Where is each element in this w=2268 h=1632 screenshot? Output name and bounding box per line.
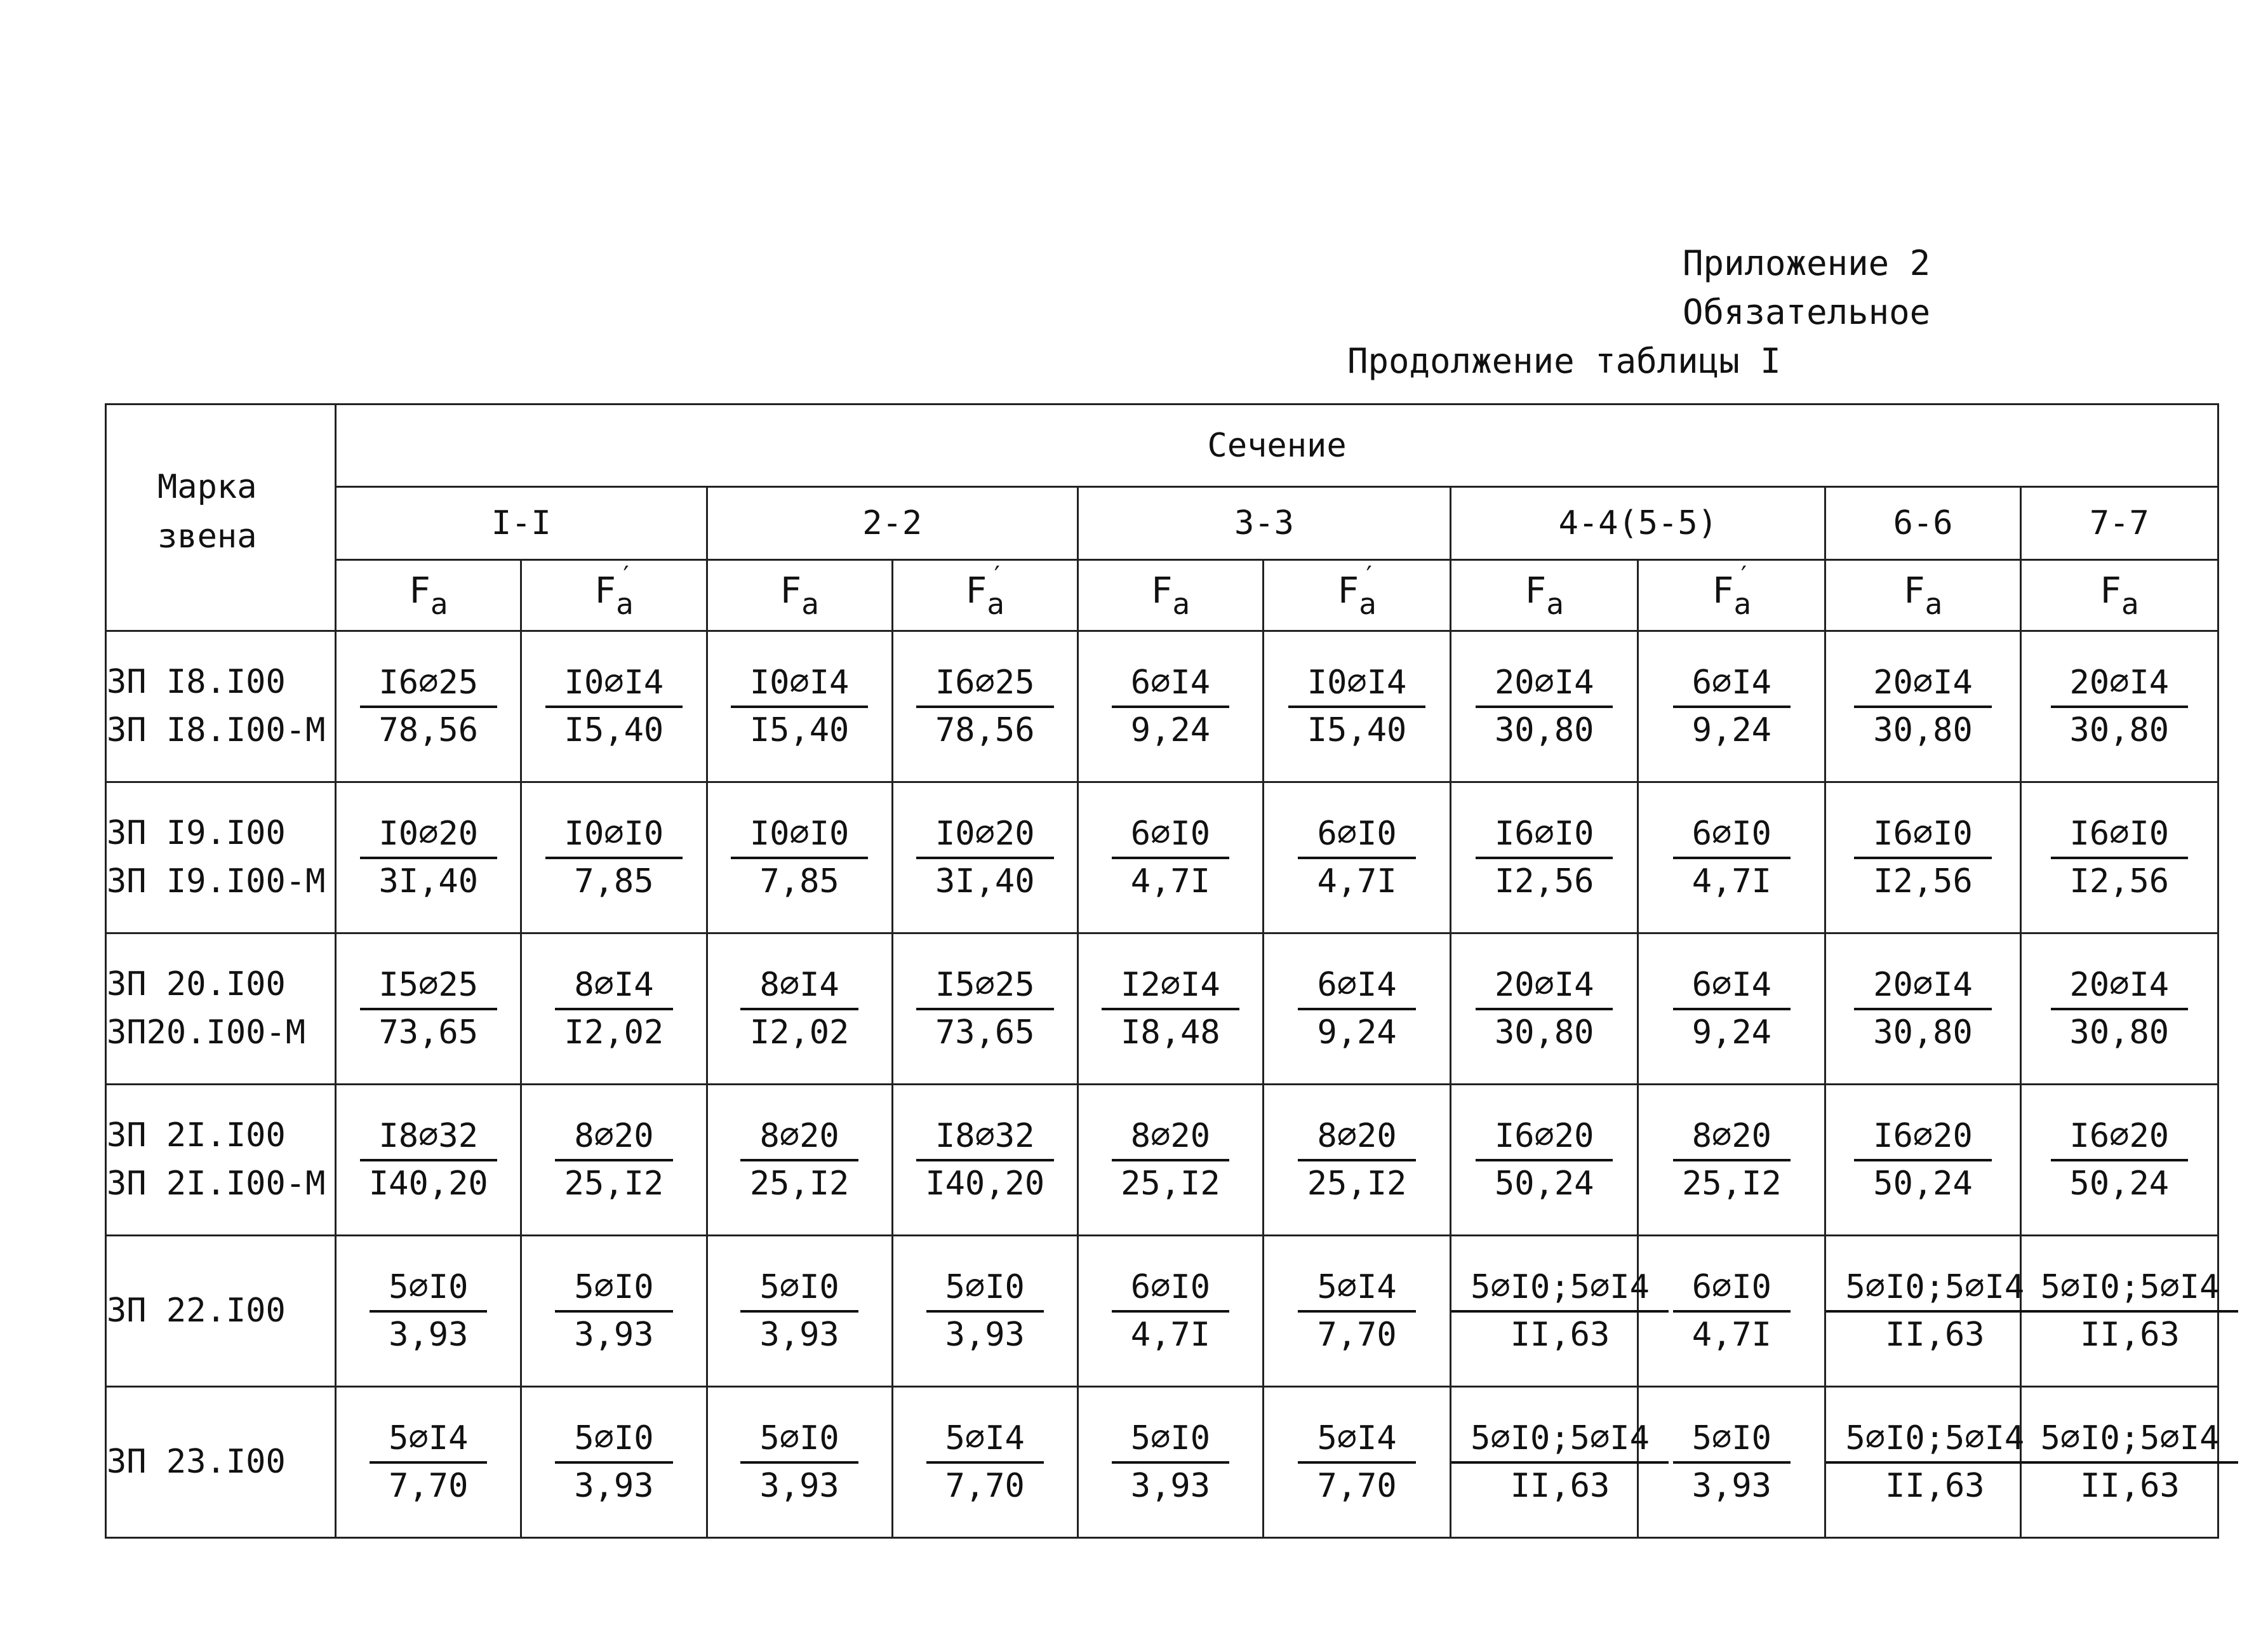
area-value: II,63 — [1510, 1466, 1610, 1505]
reinforcement-fraction — [1826, 1265, 2043, 1356]
area-value: 25,I2 — [1121, 1164, 1220, 1203]
bar-spec: I6⌀25 — [916, 660, 1054, 707]
reinforcement-fraction — [555, 963, 672, 1054]
mark-label: ЗП 2I.I00-М — [107, 1164, 326, 1203]
area-value: 50,24 — [2069, 1164, 2170, 1203]
reinforcement-fraction — [1112, 1265, 1229, 1356]
area-value: 30,80 — [1494, 1013, 1594, 1052]
bar-spec: 20⌀I4 — [2051, 660, 2189, 707]
reinforcement-fraction — [1673, 660, 1791, 752]
reinforcement-fraction — [2051, 660, 2189, 752]
group-header-4-4: 4-4(5-5) — [1451, 487, 1825, 560]
table-row — [106, 782, 2218, 933]
reinforcement-fraction — [370, 1416, 487, 1508]
reinforcement-cell — [707, 1387, 892, 1538]
reinforcement-cell — [892, 933, 1077, 1085]
mark-header-line-2: звена — [157, 518, 257, 556]
section-header: Сечение — [336, 405, 2218, 487]
table-row — [106, 1085, 2218, 1236]
bar-spec: I5⌀25 — [360, 963, 498, 1010]
reinforcement-cell — [2020, 631, 2218, 782]
reinforcement-fraction — [2022, 1416, 2239, 1508]
reinforcement-cell — [336, 631, 521, 782]
subheader-cell: $F_a$ — [1825, 560, 2020, 631]
reinforcement-cell — [521, 1085, 707, 1236]
bar-spec: 6⌀I4 — [1298, 963, 1415, 1010]
reinforcement-cell — [707, 631, 892, 782]
appendix-label: Приложение 2 — [1683, 243, 1931, 283]
reinforcement-fraction — [1476, 812, 1613, 903]
bar-spec: 6⌀I0 — [1298, 812, 1415, 859]
mark-label: ЗП I8.I00-М — [107, 711, 326, 749]
reinforcement-cell — [707, 933, 892, 1085]
reinforcement-cell — [2020, 782, 2218, 933]
bar-spec: 5⌀I0 — [1673, 1416, 1791, 1463]
area-value: 25,I2 — [1682, 1164, 1782, 1203]
area-value: 9,24 — [1691, 1013, 1771, 1052]
reinforcement-fraction — [1854, 812, 1992, 903]
subheader-cell: F ′ $_a$ — [521, 560, 707, 631]
area-value: I5,40 — [749, 711, 850, 749]
bar-spec: 5⌀I0 — [740, 1416, 858, 1463]
reinforcement-cell — [2020, 933, 2218, 1085]
reinforcement-cell — [336, 933, 521, 1085]
area-value: I5,40 — [1307, 711, 1407, 749]
reinforcement-cell — [892, 782, 1077, 933]
area-value: I2,56 — [1494, 862, 1594, 900]
bar-spec: I0⌀I0 — [731, 812, 869, 859]
area-value: 3,93 — [1130, 1466, 1211, 1505]
area-value: 50,24 — [1873, 1164, 1973, 1203]
bar-spec: 8⌀I4 — [740, 963, 858, 1010]
reinforcement-cell — [1263, 1236, 1450, 1387]
area-value: 25,I2 — [749, 1164, 850, 1203]
mark-cell — [106, 1387, 336, 1538]
reinforcement-cell — [707, 782, 892, 933]
reinforcement-cell — [521, 1236, 707, 1387]
area-value: I8,48 — [1121, 1013, 1220, 1052]
reinforcement-fraction — [1854, 963, 1992, 1054]
reinforcement-fraction — [740, 963, 858, 1054]
reinforcement-fraction — [1673, 1265, 1791, 1356]
reinforcement-cell — [1077, 1085, 1263, 1236]
area-value: 7,85 — [574, 862, 654, 900]
bar-spec: 5⌀I0 — [370, 1265, 487, 1312]
bar-spec: I6⌀20 — [1854, 1114, 1992, 1161]
group-header-7-7: 7-7 — [2020, 487, 2218, 560]
reinforcement-fraction — [555, 1416, 672, 1508]
mark-label: ЗП 2I.I00 — [107, 1116, 286, 1155]
area-value: 78,56 — [935, 711, 1035, 749]
reinforcement-cell — [1638, 933, 1825, 1085]
bar-spec: 5⌀I0 — [1112, 1416, 1229, 1463]
reinforcement-cell — [336, 1085, 521, 1236]
reinforcement-fraction — [1673, 812, 1791, 903]
reinforcement-cell — [1825, 782, 2020, 933]
bar-spec: 5⌀I0 — [926, 1265, 1044, 1312]
bar-spec: 8⌀I4 — [555, 963, 672, 1010]
reinforcement-fraction — [555, 1265, 672, 1356]
reinforcement-cell — [1263, 631, 1450, 782]
subheader-cell: $F_a$ — [1451, 560, 1638, 631]
mark-label: ЗП 22.I00 — [107, 1291, 286, 1330]
mark-label: ЗП 20.I00 — [107, 965, 286, 1004]
bar-spec: I0⌀20 — [916, 812, 1054, 859]
reinforcement-fraction — [2051, 1114, 2189, 1205]
bar-spec: I0⌀I0 — [545, 812, 683, 859]
reinforcement-cell — [521, 631, 707, 782]
mandatory-label: Обязательное — [1683, 292, 1931, 332]
reinforcement-cell — [521, 1387, 707, 1538]
reinforcement-cell — [521, 782, 707, 933]
bar-spec: I6⌀20 — [1476, 1114, 1613, 1161]
reinforcement-cell — [1638, 631, 1825, 782]
bar-spec: 8⌀20 — [740, 1114, 858, 1161]
bar-spec: I0⌀I4 — [545, 660, 683, 707]
area-value: 4,7I — [1130, 1315, 1211, 1354]
area-value: II,63 — [1885, 1315, 1985, 1354]
reinforcement-fraction — [731, 812, 869, 903]
area-value: 3,93 — [389, 1315, 469, 1354]
area-value: I2,56 — [2069, 862, 2170, 900]
reinforcement-fraction — [926, 1416, 1044, 1508]
reinforcement-fraction — [926, 1265, 1044, 1356]
reinforcement-cell — [892, 1387, 1077, 1538]
bar-spec: 5⌀I0;5⌀I4 — [2022, 1265, 2239, 1312]
reinforcement-fraction — [2051, 963, 2189, 1054]
subheader-cell: $F_a$ — [707, 560, 892, 631]
reinforcement-cell — [1077, 933, 1263, 1085]
reinforcement-cell — [1638, 782, 1825, 933]
reinforcement-fraction — [1476, 660, 1613, 752]
reinforcement-fraction — [740, 1114, 858, 1205]
reinforcement-cell — [1638, 1085, 1825, 1236]
reinforcement-cell — [1263, 1085, 1450, 1236]
reinforcement-fraction — [916, 812, 1054, 903]
area-value: 4,7I — [1691, 1315, 1771, 1354]
bar-spec: 20⌀I4 — [1476, 963, 1613, 1010]
reinforcement-fraction — [916, 660, 1054, 752]
bar-spec: 5⌀I0 — [555, 1265, 672, 1312]
group-header-1-1: I-I — [336, 487, 707, 560]
reinforcement-fraction — [545, 660, 683, 752]
area-value: I2,02 — [749, 1013, 850, 1052]
mark-cell — [106, 631, 336, 782]
reinforcement-fraction — [740, 1416, 858, 1508]
mark-header-line-1: Марка — [157, 468, 257, 506]
reinforcement-fraction — [1112, 1416, 1229, 1508]
area-value: II,63 — [1510, 1315, 1610, 1354]
mark-cell — [106, 1236, 336, 1387]
bar-spec: 8⌀20 — [1298, 1114, 1415, 1161]
group-header-3-3: 3-3 — [1077, 487, 1450, 560]
bar-spec: 5⌀I4 — [370, 1416, 487, 1463]
mark-label: ЗП I8.I00 — [107, 663, 286, 702]
bar-spec: 5⌀I0;5⌀I4 — [1451, 1265, 1669, 1312]
reinforcement-cell — [336, 1236, 521, 1387]
reinforcement-fraction — [1451, 1265, 1669, 1356]
bar-spec: 5⌀I0;5⌀I4 — [1826, 1416, 2043, 1463]
bar-spec: 5⌀I0;5⌀I4 — [1451, 1416, 1669, 1463]
area-value: I2,02 — [564, 1013, 664, 1052]
table-row — [106, 1236, 2218, 1387]
bar-spec: I6⌀20 — [2051, 1114, 2189, 1161]
bar-spec: 5⌀I0 — [555, 1416, 672, 1463]
area-value: 3,93 — [759, 1315, 839, 1354]
reinforcement-fraction — [1298, 812, 1415, 903]
area-value: 30,80 — [1873, 711, 1973, 749]
reinforcement-cell — [1263, 782, 1450, 933]
bar-spec: 5⌀I0 — [740, 1265, 858, 1312]
area-value: 30,80 — [2069, 1013, 2170, 1052]
reinforcement-cell — [2020, 1085, 2218, 1236]
reinforcement-fraction — [731, 660, 869, 752]
area-value: 3,93 — [945, 1315, 1025, 1354]
subheader-cell: F ′ $_a$ — [1638, 560, 1825, 631]
area-value: 9,24 — [1130, 711, 1211, 749]
reinforcement-fraction — [1298, 1265, 1415, 1356]
area-value: 9,24 — [1317, 1013, 1397, 1052]
reinforcement-cell — [1825, 1236, 2025, 1387]
reinforcement-cell — [892, 1236, 1077, 1387]
reinforcement-fraction — [1673, 1416, 1791, 1508]
reinforcement-cell — [1825, 933, 2020, 1085]
reinforcement-fraction — [360, 812, 498, 903]
reinforcement-cell — [1077, 782, 1263, 933]
reinforcement-fraction — [1451, 1416, 1669, 1508]
area-value: 7,70 — [1317, 1466, 1397, 1505]
reinforcement-fraction — [2022, 1265, 2239, 1356]
area-value: 7,70 — [945, 1466, 1025, 1505]
group-header-6-6: 6-6 — [1825, 487, 2020, 560]
subheader-cell: F ′ $_a$ — [892, 560, 1077, 631]
table-row — [106, 631, 2218, 782]
bar-spec: I6⌀I0 — [1854, 812, 1992, 859]
bar-spec: I6⌀25 — [360, 660, 498, 707]
area-value: 3,93 — [759, 1466, 839, 1505]
reinforcement-fraction — [545, 812, 683, 903]
area-value: 4,7I — [1317, 862, 1397, 900]
reinforcement-cell — [1825, 1387, 2025, 1538]
reinforcement-fraction — [1298, 1114, 1415, 1205]
reinforcement-fraction — [916, 963, 1054, 1054]
bar-spec: 5⌀I0;5⌀I4 — [2022, 1416, 2239, 1463]
area-value: I2,56 — [1873, 862, 1973, 900]
mark-label: ЗП I9.I00-М — [107, 862, 326, 900]
area-value: I40,20 — [925, 1164, 1045, 1203]
area-value: 3,93 — [574, 1315, 654, 1354]
table-row — [106, 1387, 2218, 1538]
bar-spec: 6⌀I4 — [1673, 963, 1791, 1010]
reinforcement-cell — [1451, 782, 1638, 933]
area-value: 7,70 — [389, 1466, 469, 1505]
reinforcement-cell — [521, 933, 707, 1085]
table-row — [106, 933, 2218, 1085]
reinforcement-fraction — [370, 1265, 487, 1356]
area-value: 30,80 — [2069, 711, 2170, 749]
area-value: 73,65 — [378, 1013, 479, 1052]
reinforcement-cell — [707, 1085, 892, 1236]
area-value: 30,80 — [1873, 1013, 1973, 1052]
reinforcement-cell — [1077, 1387, 1263, 1538]
area-value: 50,24 — [1494, 1164, 1594, 1203]
reinforcement-fraction — [360, 963, 498, 1054]
bar-spec: 6⌀I0 — [1673, 812, 1791, 859]
reinforcement-cell — [1451, 1236, 1650, 1387]
area-value: 7,70 — [1317, 1315, 1397, 1354]
bar-spec: 5⌀I4 — [1298, 1265, 1415, 1312]
reinforcement-cell — [1825, 631, 2020, 782]
reinforcement-cell — [1077, 631, 1263, 782]
area-value: 3,93 — [574, 1466, 654, 1505]
area-value: 25,I2 — [1307, 1164, 1407, 1203]
reinforcement-cell — [1451, 1085, 1638, 1236]
area-value: I5,40 — [564, 711, 664, 749]
subheader-cell: F ′ $_a$ — [1263, 560, 1450, 631]
reinforcement-fraction — [1288, 660, 1426, 752]
area-value: II,63 — [2080, 1466, 2180, 1505]
reinforcement-fraction — [1298, 1416, 1415, 1508]
reinforcement-cell — [892, 1085, 1077, 1236]
reinforcement-cell — [1451, 631, 1638, 782]
area-value: II,63 — [1885, 1466, 1985, 1505]
reinforcement-fraction — [360, 660, 498, 752]
area-value: II,63 — [2080, 1315, 2180, 1354]
reinforcement-fraction — [1112, 660, 1229, 752]
bar-spec: 20⌀I4 — [1476, 660, 1613, 707]
reinforcement-cell — [336, 782, 521, 933]
bar-spec: I5⌀25 — [916, 963, 1054, 1010]
reinforcement-fraction — [360, 1114, 498, 1205]
reinforcement-cell — [2020, 1236, 2218, 1387]
reinforcement-fraction — [1673, 963, 1791, 1054]
reinforcement-fraction — [1112, 1114, 1229, 1205]
subheader-cell: $F_a$ — [336, 560, 521, 631]
area-value: 4,7I — [1691, 862, 1771, 900]
mark-label: ЗП I9.I00 — [107, 814, 286, 853]
bar-spec: 6⌀I4 — [1673, 660, 1791, 707]
reinforcement-fraction — [916, 1114, 1054, 1205]
bar-spec: I0⌀I4 — [1288, 660, 1426, 707]
reinforcement-cell — [1263, 933, 1450, 1085]
area-value: 7,85 — [759, 862, 839, 900]
mark-header-cell — [106, 405, 336, 631]
bar-spec: 8⌀20 — [555, 1114, 672, 1161]
bar-spec: I8⌀32 — [360, 1114, 498, 1161]
group-header-2-2: 2-2 — [707, 487, 1077, 560]
reinforcement-cell — [1263, 1387, 1450, 1538]
bar-spec: 5⌀I4 — [926, 1416, 1044, 1463]
bar-spec: 6⌀I4 — [1112, 660, 1229, 707]
reinforcement-cell — [2020, 1387, 2218, 1538]
bar-spec: I6⌀I0 — [1476, 812, 1613, 859]
bar-spec: 6⌀I0 — [1673, 1265, 1791, 1312]
mark-cell — [106, 782, 336, 933]
mark-label: ЗП20.I00-М — [107, 1013, 306, 1052]
reinforcement-fraction — [740, 1265, 858, 1356]
subheader-cell: $F_a$ — [2020, 560, 2218, 631]
subheader-cell: $F_a$ — [1077, 560, 1263, 631]
area-value: I40,20 — [368, 1164, 488, 1203]
reinforcement-fraction — [1854, 1114, 1992, 1205]
area-value: 9,24 — [1691, 711, 1771, 749]
mark-cell — [106, 1085, 336, 1236]
reinforcement-fraction — [1826, 1416, 2043, 1508]
reinforcement-cell — [1825, 1085, 2020, 1236]
reinforcement-fraction — [1673, 1114, 1791, 1205]
reinforcement-cell — [707, 1236, 892, 1387]
bar-spec: 20⌀I4 — [2051, 963, 2189, 1010]
mark-cell — [106, 933, 336, 1085]
reinforcement-cell — [1451, 933, 1638, 1085]
area-value: 3,93 — [1691, 1466, 1771, 1505]
bar-spec: 5⌀I0;5⌀I4 — [1826, 1265, 2043, 1312]
reinforcement-fraction — [1476, 963, 1613, 1054]
mark-label: ЗП 23.I00 — [107, 1442, 286, 1481]
area-value: 30,80 — [1494, 711, 1594, 749]
reinforcement-fraction — [1298, 963, 1415, 1054]
reinforcement-fraction — [1112, 812, 1229, 903]
reinforcement-fraction — [1854, 660, 1992, 752]
reinforcement-fraction — [2051, 812, 2189, 903]
area-value: 73,65 — [935, 1013, 1035, 1052]
bar-spec: 20⌀I4 — [1854, 963, 1992, 1010]
bar-spec: 6⌀I0 — [1112, 812, 1229, 859]
area-value: 78,56 — [378, 711, 479, 749]
bar-spec: 8⌀20 — [1673, 1114, 1791, 1161]
reinforcement-fraction — [1102, 963, 1239, 1054]
reinforcement-cell — [1451, 1387, 1650, 1538]
bar-spec: 20⌀I4 — [1854, 660, 1992, 707]
area-value: 3I,40 — [935, 862, 1035, 900]
bar-spec: 5⌀I4 — [1298, 1416, 1415, 1463]
table-continuation-title: Продолжение таблицы I — [1347, 341, 1781, 381]
bar-spec: I0⌀I4 — [731, 660, 869, 707]
bar-spec: I0⌀20 — [360, 812, 498, 859]
area-value: 4,7I — [1130, 862, 1211, 900]
bar-spec: 8⌀20 — [1112, 1114, 1229, 1161]
reinforcement-fraction — [1476, 1114, 1613, 1205]
reinforcement-fraction — [555, 1114, 672, 1205]
bar-spec: 6⌀I0 — [1112, 1265, 1229, 1312]
reinforcement-cell — [1077, 1236, 1263, 1387]
area-value: 25,I2 — [564, 1164, 664, 1203]
reinforcement-table — [105, 403, 2219, 1539]
bar-spec: I8⌀32 — [916, 1114, 1054, 1161]
area-value: 3I,40 — [378, 862, 479, 900]
reinforcement-cell — [892, 631, 1077, 782]
bar-spec: I2⌀I4 — [1102, 963, 1239, 1010]
bar-spec: I6⌀I0 — [2051, 812, 2189, 859]
reinforcement-cell — [336, 1387, 521, 1538]
